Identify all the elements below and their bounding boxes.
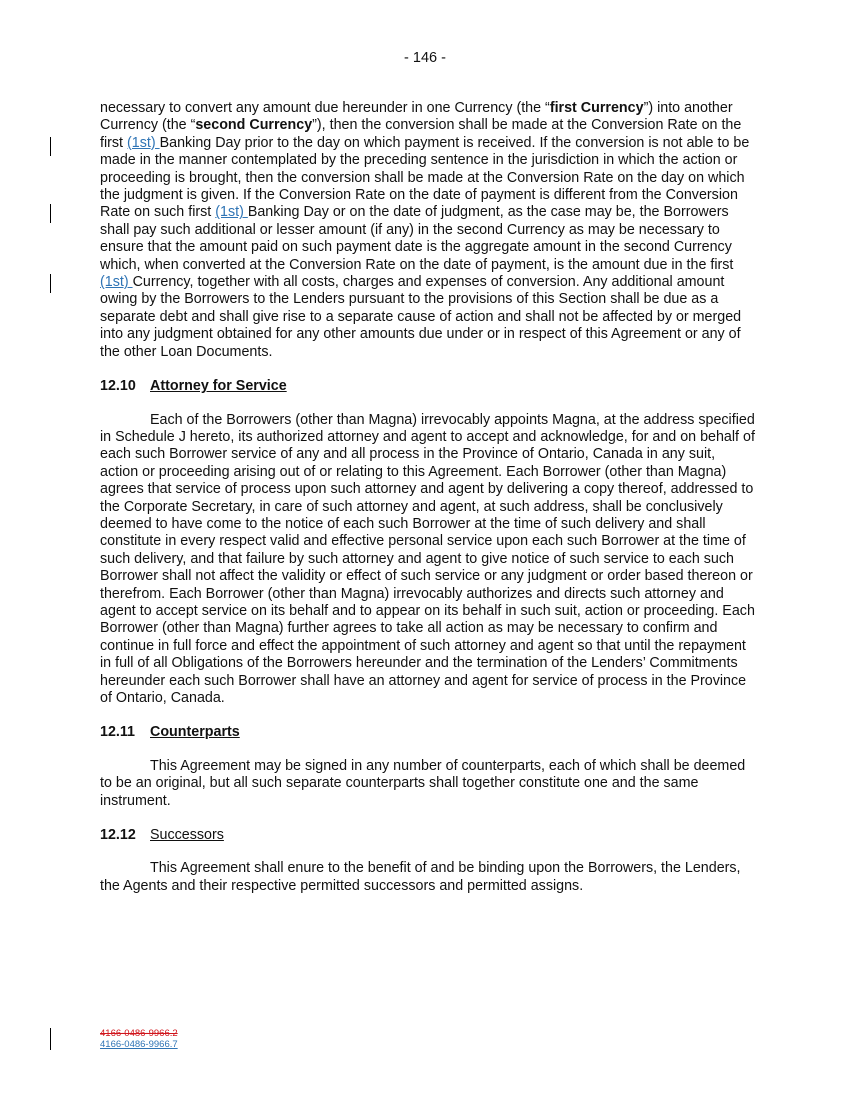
inserted-text: (1st) bbox=[215, 204, 248, 221]
defined-term: second Currency bbox=[195, 117, 313, 134]
inserted-document-id: 4166-0486-9966.7 bbox=[100, 1039, 178, 1050]
defined-term: first Currency bbox=[549, 100, 644, 116]
section-heading bbox=[100, 827, 755, 844]
section-body: Each of the Borrowers (other than Magna) irrevocably appoints Magna, at the address specified in Schedule J hereto, its authorized attorney and agent to accept and acknowledge, for and on behalf of each such Borrower service of any and all process in the Province of Ontario, Canada in any suit, action or proceeding arising out of or relating to this Agreement. Each Borrower (other than Magna) agrees that service of process upon such attorney and agent by delivering a copy thereof, addressed to the Corporate Secretary, in care of such attorney and agent, at such address, shall be conclusively deemed to have come to the notice of each such Borrower at the time of such delivery and shall constitute in every respect valid and effective personal service upon each such Borrower at the time of such delivery, and that failure by such attorney and agent to give notice of such service to each such Borrower shall not affect the validity or effect of such service or any judgment or order based thereon or therefrom. Each Borrower (other than Magna) irrevocably authorizes and directs such attorney and agent to accept service on its behalf and to appear on its behalf in such suit, action or proceeding. Each Borrower (other than Magna) further agrees to take all action as may be necessary to confirm and continue in full force and effect the appointment of such attorney and agent so that until the repayment in full of all Obligations of the Borrowers hereunder and the termination of the Lenders’ Commitments hereunder each such Borrower shall have an attorney and agent for service of process in the Province of Ontario, Canada. bbox=[100, 411, 755, 706]
section-body: This Agreement may be signed in any number of counterparts, each of which shall be deemed to be an original, but all such separate counterparts shall together constitute one and the same instrument. bbox=[100, 757, 746, 809]
inserted-text: (1st) bbox=[127, 134, 160, 151]
section-title: Attorney for Service bbox=[150, 378, 287, 395]
document-id-footer bbox=[100, 1028, 178, 1050]
section-title: Counterparts bbox=[150, 724, 240, 741]
change-bar bbox=[50, 274, 51, 293]
section-heading bbox=[100, 378, 755, 395]
change-bar bbox=[50, 204, 51, 223]
deleted-document-id: 4166-0486-9966.2 bbox=[100, 1028, 178, 1039]
section-number: 12.12 bbox=[100, 827, 136, 844]
document-body bbox=[100, 100, 755, 895]
section-number: 12.11 bbox=[100, 724, 135, 741]
page-number: - 146 - bbox=[404, 50, 446, 66]
section-body: This Agreement shall enure to the benefit of and be binding upon the Borrowers, the Lenders, the Agents and their respective permitted successors and permitted assigns. bbox=[100, 860, 741, 894]
inserted-text: (1st) bbox=[100, 274, 133, 291]
change-bar bbox=[50, 1028, 51, 1050]
change-bar bbox=[50, 137, 51, 156]
section-title: Successors bbox=[150, 827, 224, 844]
section-heading bbox=[100, 724, 755, 741]
section-number: 12.10 bbox=[100, 378, 136, 395]
intro-paragraph: necessary to convert any amount due hereunder in one Currency (the “first Currency”) into another Currency (the “second Currency”), then the conversion shall be made at the Conversion Rate on the first (1st) Banking Day prior to the day on which payment is received. If the conversion is not able to be made in the manner contemplated by the preceding sentence in the jurisdiction in which the action or proceeding is brought, then the conversion shall be made at the Conversion Rate on the day on which the judgment is given. If the Conversion Rate on the date of payment is different from the Conversion Rate on such first (1st) Banking Day or on the date of judgment, as the case may be, the Borrowers shall pay such additional or lesser amount (if any) in the second Currency as may be necessary to ensure that the amount paid on such payment date is the aggregate amount in the second Currency which, when converted at the Conversion Rate on the date of payment, is the amount due in the first (1st) Currency, together with all costs, charges and expenses of conversion. Any additional amount owing by the Borrowers to the Lenders pursuant to the provisions of this Section shall be due as a separate debt and shall give rise to a separate cause of action and shall not be affected by or merged into any judgment obtained for any other amounts due under or in respect of this Agreement or any of the other Loan Documents. bbox=[100, 100, 750, 360]
